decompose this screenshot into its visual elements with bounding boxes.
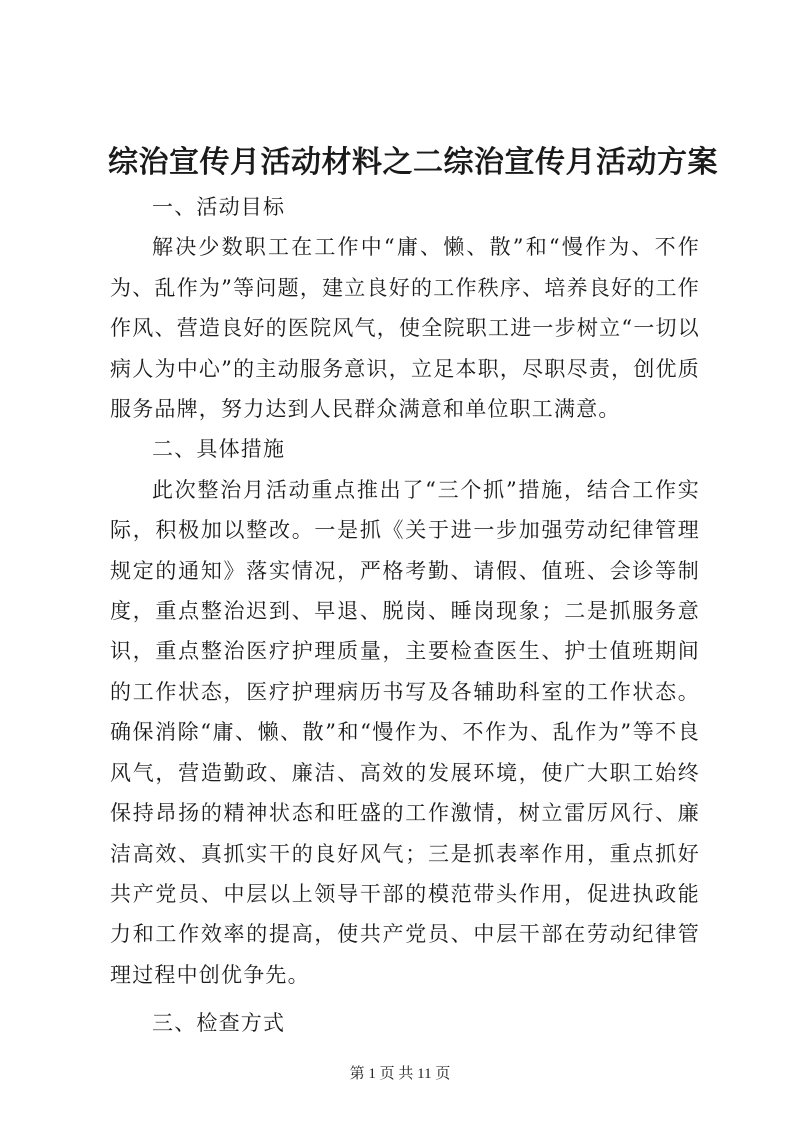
paragraph-measures: 此次整治月活动重点推出了“三个抓”措施，结合工作实际，积极加以整改。一是抓《关于进一步加强劳动纪律管理规定的通知》落实情况，严格考勤、请假、值班、会诊等制度，重点整治迟到、早退、脱岗、睡岗现象；二是抓服务意识，重点整治医疗护理质量，主要检查医生、护士值班期间的工作状态，医疗护理病历书写及各辅助科室的工作状态。确保消除“庸、懒、散”和“慢作为、不作为、乱作为”等不良风气，营造勤政、廉洁、高效的发展环境，使广大职工始终保持昂扬的精神状态和旺盛的工作激情，树立雷厉风行、廉洁高效、真抓实干的良好风气；三是抓表率作用，重点抓好共产党员、中层以上领导干部的模范带头作用，促进执政能力和工作效率的提高，使共产党员、中层干部在劳动纪律管理过程中创优争先。 [110,477,700,987]
paragraph-goals: 解决少数职工在工作中“庸、懒、散”和“慢作为、不作为、乱作为”等问题，建立良好的工作秩序、培养良好的工作作风、营造良好的医院风气，使全院职工进一步树立“一切以病人为中心”的主动服务意识，立足本职，尽职尽责，创优质服务品牌，努力达到人民群众满意和单位职工满意。 [110,235,700,422]
section-heading-inspection: 三、检查方式 [152,1011,286,1036]
section-heading-measures: 二、具体措施 [152,437,286,462]
document-body [110,187,700,1044]
section-heading-goals: 一、活动目标 [152,195,286,219]
page-footer: 第 1 页 共 11 页 [349,1066,451,1082]
document-title: 综治宣传月活动材料之二综治宣传月活动方案 [108,145,718,180]
